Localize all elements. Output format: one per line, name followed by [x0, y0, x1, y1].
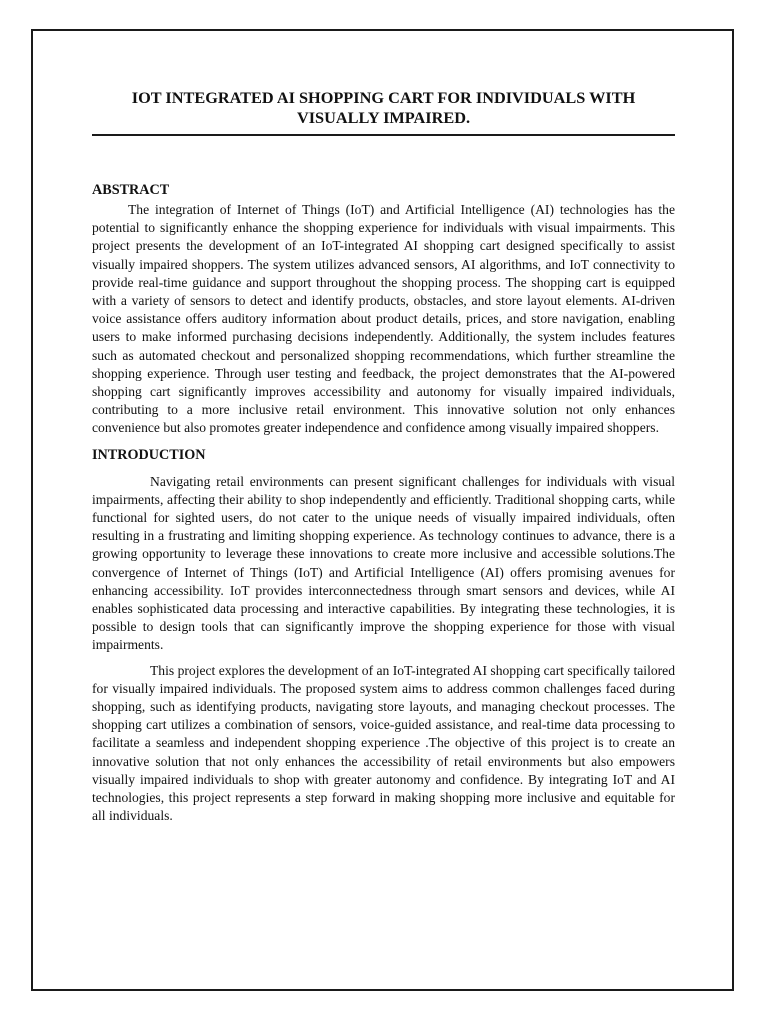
introduction-heading: INTRODUCTION	[92, 446, 206, 463]
title-line-2: VISUALLY IMPAIRED.	[296, 108, 471, 127]
introduction-paragraph-2: This project explores the development of an IoT-integrated AI shopping cart specifically tailored for visually impaired individuals. The proposed system aims to address common challenges faced during shopping, such as identifying products, navigating store layouts, and managing checkout processes. The shopping cart utilizes a combination of sensors, voice-guided assistance, and real-time data processing to facilitate a seamless and independent shopping experience .The objective of this project is to create an innovative solution that not only enhances the accessibility of retail environments but also empowers visually impaired individuals to shop with greater autonomy and confidence. By integrating IoT and AI technologies, this project represents a step forward in making shopping more inclusive and equitable for all individuals.	[92, 662, 675, 824]
document-title	[92, 88, 675, 136]
document-body	[92, 88, 675, 826]
introduction-paragraph-1: Navigating retail environments can present significant challenges for individuals with visual impairments, affecting their ability to shop independently and efficiently. Traditional shopping carts, while functional for sighted users, do not cater to the unique needs of visually impaired individuals, often resulting in a frustrating and limiting shopping experience. As technology continues to advance, there is a growing opportunity to leverage these innovations to create more inclusive and accessible solutions.The convergence of Internet of Things (IoT) and Artificial Intelligence (AI) offers promising avenues for enhancing accessibility. IoT provides interconnectedness through smart sensors and devices, while AI enables sophisticated data processing and interactive capabilities. By integrating these technologies, it is possible to design tools that can significantly improve the shopping experience for those with visual impairments.	[92, 473, 675, 653]
title-line-1: IOT INTEGRATED AI SHOPPING CART FOR INDIVIDUALS WITH	[131, 88, 636, 107]
abstract-heading: ABSTRACT	[92, 182, 170, 198]
abstract-text: The integration of Internet of Things (IoT) and Artificial Intelligence (AI) technologies has the potential to significantly enhance the shopping experience for individuals with visual impairments. This project presents the development of an IoT-integrated AI shopping cart designed specifically to assist visually impaired shoppers. The system utilizes advanced sensors, AI algorithms, and IoT connectivity to provide real-time guidance and support throughout the shopping process. The shopping cart is equipped with a variety of sensors to detect and identify products, obstacles, and store layout elements. AI-driven voice assistance offers auditory information about product details, prices, and store navigation, enabling users to make informed purchasing decisions independently. Additionally, the system includes features such as automated checkout and personalized shopping recommendations, which further streamline the shopping experience. Through user testing and feedback, the project demonstrates that the AI-powered shopping cart significantly improves accessibility and autonomy for visually impaired individuals, contributing to a more inclusive retail environment. This innovative solution not only enhances convenience but also promotes greater independence and confidence among visually impaired shoppers.	[92, 202, 675, 436]
